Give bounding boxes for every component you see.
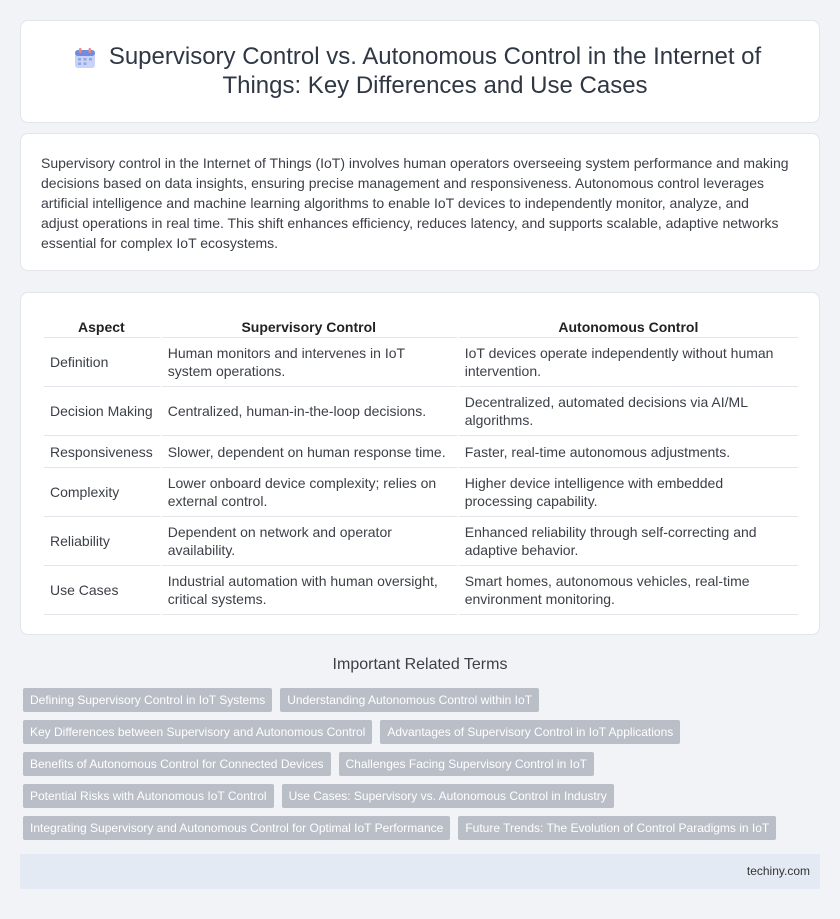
cell-autonomous: IoT devices operate independently without human intervention. bbox=[459, 338, 798, 387]
cell-supervisory: Centralized, human-in-the-loop decisions. bbox=[162, 387, 459, 436]
related-term-tag[interactable]: Potential Risks with Autonomous IoT Control bbox=[23, 784, 274, 808]
cell-aspect: Reliability bbox=[44, 517, 162, 566]
table-row bbox=[44, 517, 798, 566]
related-term-tag[interactable]: Benefits of Autonomous Control for Connected Devices bbox=[23, 752, 331, 776]
cell-aspect: Use Cases bbox=[44, 566, 162, 615]
footer bbox=[20, 854, 820, 889]
related-term-tag[interactable]: Future Trends: The Evolution of Control Paradigms in IoT bbox=[458, 816, 776, 840]
table-row bbox=[44, 468, 798, 517]
page-title: Supervisory Control vs. Autonomous Control in the Internet of Things: Key Differences and Use Cases bbox=[108, 43, 762, 99]
cell-autonomous: Faster, real-time autonomous adjustments. bbox=[459, 436, 798, 468]
cell-aspect: Responsiveness bbox=[44, 436, 162, 468]
related-term-tag[interactable]: Defining Supervisory Control in IoT Systems bbox=[23, 688, 272, 712]
related-term-tag[interactable]: Understanding Autonomous Control within IoT bbox=[280, 688, 539, 712]
related-terms-tags bbox=[23, 688, 803, 848]
intro-paragraph: Supervisory control in the Internet of Things (IoT) involves human operators overseeing system performance and making decisions based on data insights, ensuring precise management and responsiveness. Autonomous control leverages artificial intelligence and machine learning algorithms to enable IoT devices to independently monitor, analyze, and adjust operations in real time. This shift enhances efficiency, reduces latency, and supports scalable, adaptive networks essential for complex IoT ecosystems. bbox=[41, 155, 789, 251]
cell-autonomous: Smart homes, autonomous vehicles, real-time environment monitoring. bbox=[459, 566, 798, 615]
table-row bbox=[44, 436, 798, 468]
intro-card bbox=[20, 133, 820, 271]
cell-aspect: Decision Making bbox=[44, 387, 162, 436]
cell-autonomous: Decentralized, automated decisions via AI/ML algorithms. bbox=[459, 387, 798, 436]
comparison-table bbox=[44, 316, 798, 615]
cell-supervisory: Dependent on network and operator availability. bbox=[162, 517, 459, 566]
table-header-row bbox=[44, 316, 798, 338]
table-row bbox=[44, 387, 798, 436]
footer-brand[interactable]: techiny.com bbox=[746, 864, 810, 878]
title-card bbox=[20, 20, 820, 123]
header-autonomous: Autonomous Control bbox=[459, 316, 798, 338]
cell-autonomous: Enhanced reliability through self-correcting and adaptive behavior. bbox=[459, 517, 798, 566]
cell-autonomous: Higher device intelligence with embedded processing capability. bbox=[459, 468, 798, 517]
related-term-tag[interactable]: Challenges Facing Supervisory Control in IoT bbox=[339, 752, 594, 776]
table-row bbox=[44, 338, 798, 387]
cell-supervisory: Lower onboard device complexity; relies on external control. bbox=[162, 468, 459, 517]
related-term-tag[interactable]: Key Differences between Supervisory and Autonomous Control bbox=[23, 720, 372, 744]
cell-supervisory: Slower, dependent on human response time. bbox=[162, 436, 459, 468]
related-term-tag[interactable]: Integrating Supervisory and Autonomous Control for Optimal IoT Performance bbox=[23, 816, 450, 840]
table-row bbox=[44, 566, 798, 615]
related-term-tag[interactable]: Use Cases: Supervisory vs. Autonomous Control in Industry bbox=[282, 784, 614, 808]
cell-supervisory: Industrial automation with human oversight, critical systems. bbox=[162, 566, 459, 615]
cell-aspect: Complexity bbox=[44, 468, 162, 517]
related-term-tag[interactable]: Advantages of Supervisory Control in IoT Applications bbox=[380, 720, 680, 744]
header-aspect: Aspect bbox=[44, 316, 162, 338]
header-supervisory: Supervisory Control bbox=[162, 316, 459, 338]
cell-supervisory: Human monitors and intervenes in IoT system operations. bbox=[162, 338, 459, 387]
related-terms-heading: Important Related Terms bbox=[332, 656, 508, 673]
comparison-table-card bbox=[20, 292, 820, 635]
cell-aspect: Definition bbox=[44, 338, 162, 387]
